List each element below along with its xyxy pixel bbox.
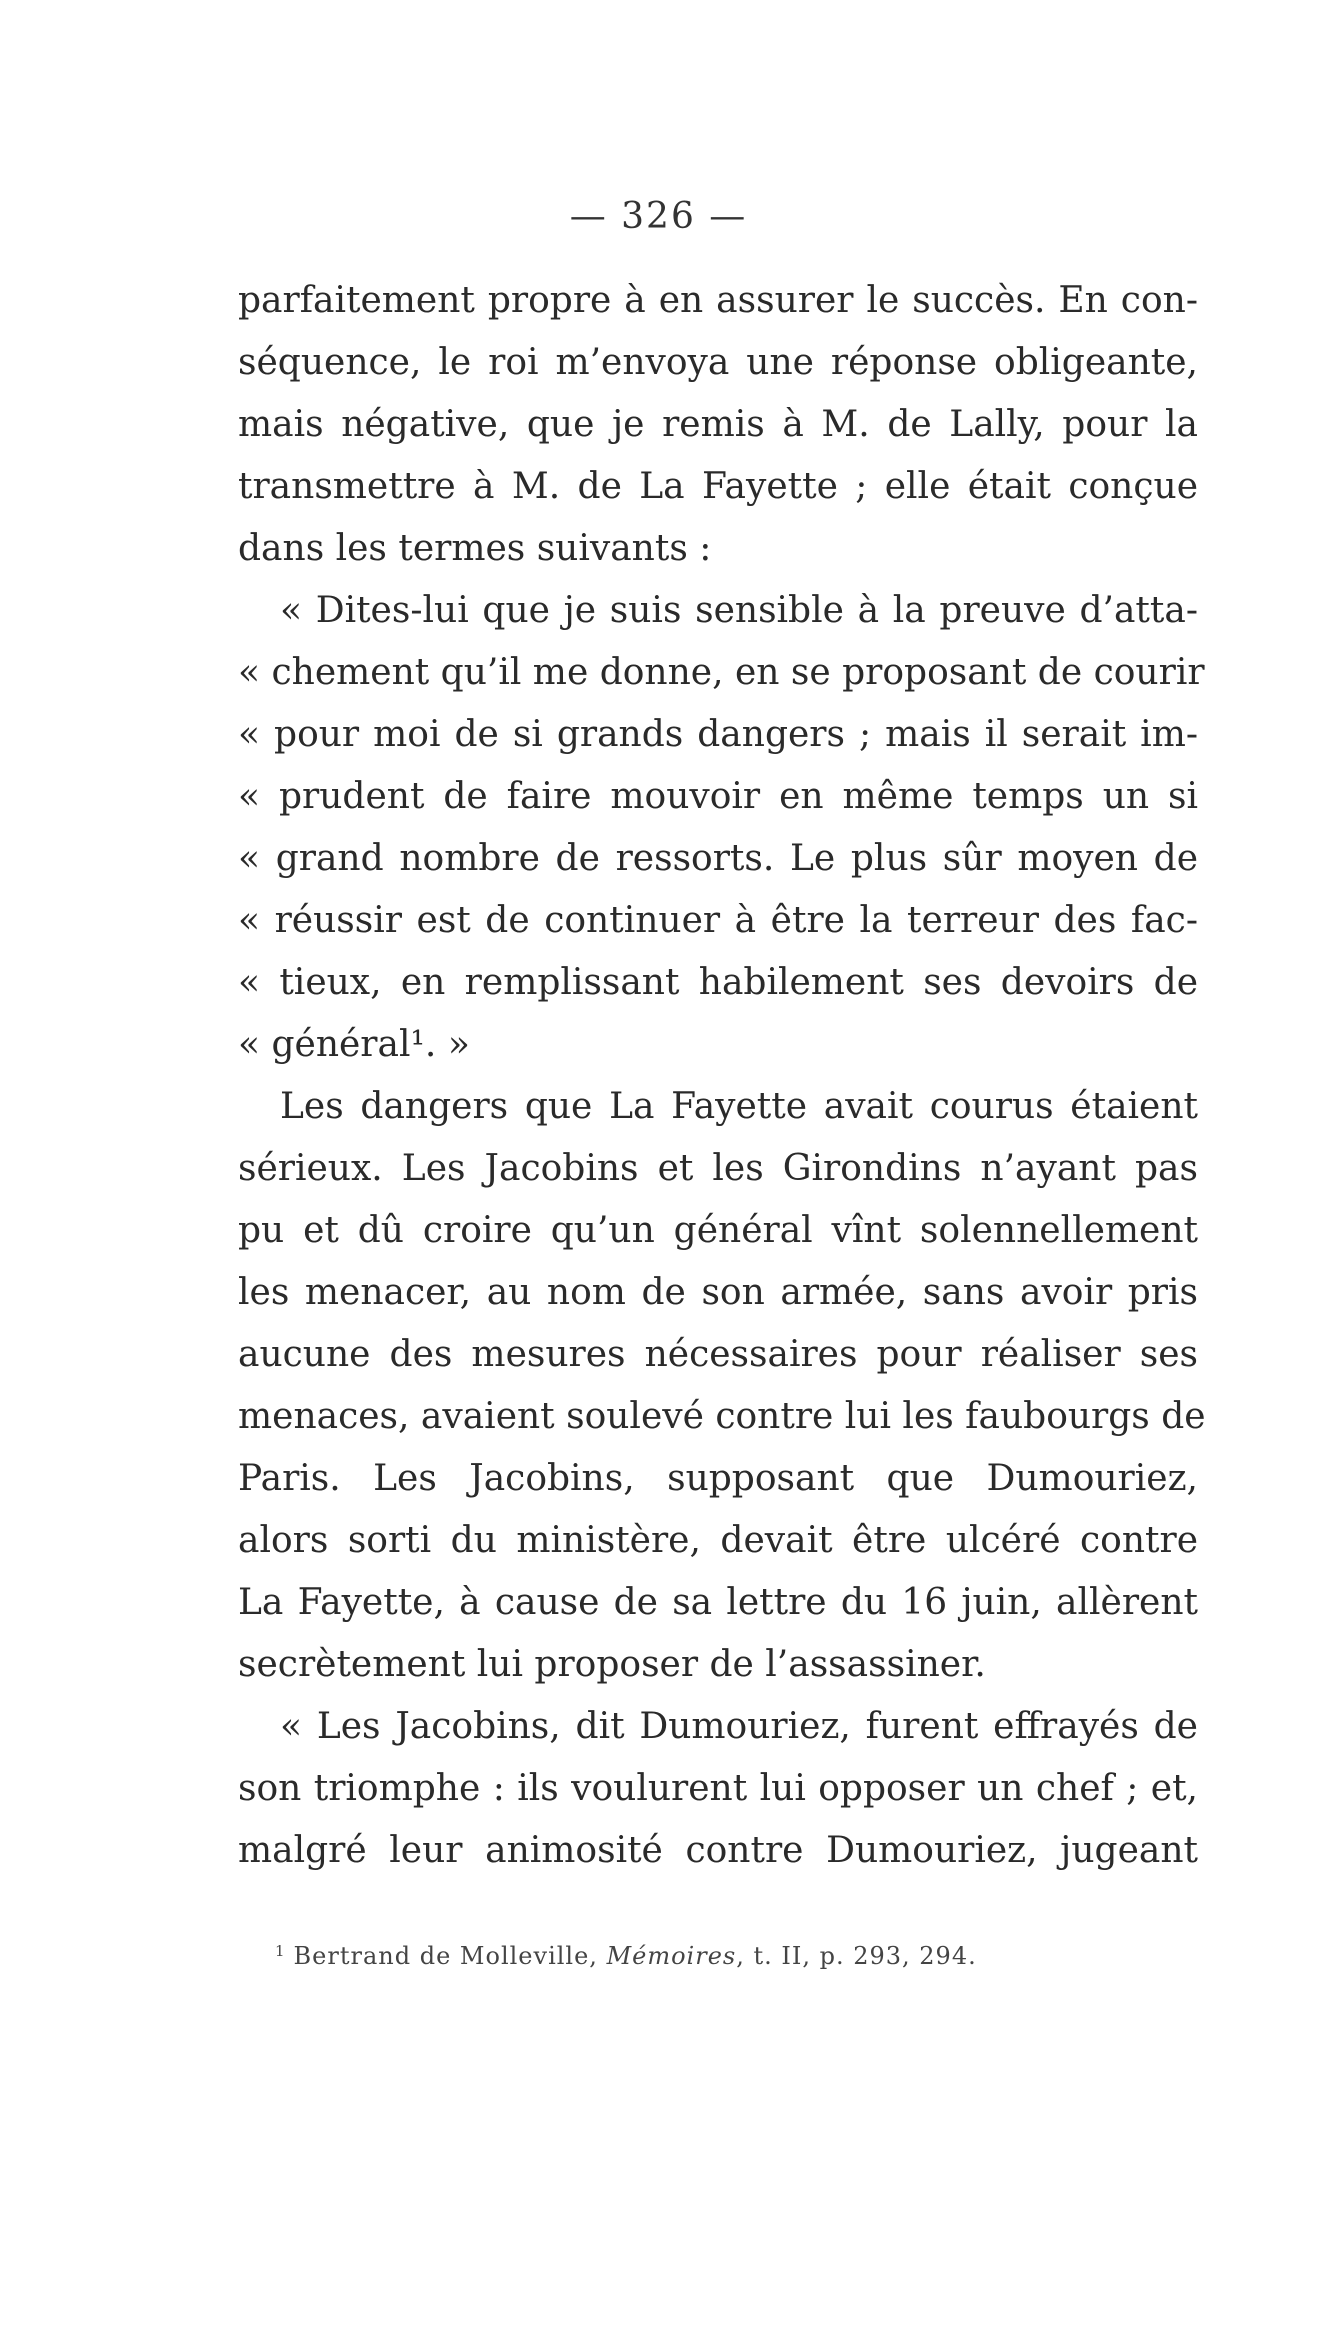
body-text — [238, 270, 1206, 1882]
footnote-work-title: Mémoires — [606, 1942, 737, 1970]
text-line: « prudent de faire mouvoir en même temps un si — [238, 776, 1198, 817]
text-line: secrètement lui proposer de l’assassiner. — [238, 1644, 986, 1685]
text-line: « tieux, en remplissant habilement ses devoirs de — [238, 962, 1198, 1003]
page-number: — 326 — — [569, 196, 748, 237]
text-line: malgré leur animosité contre Dumouriez, jugeant — [238, 1830, 1198, 1871]
text-line: aucune des mesures nécessaires pour réaliser ses — [238, 1334, 1198, 1375]
text-line: « grand nombre de ressorts. Le plus sûr moyen de — [238, 838, 1198, 879]
footnote-author: Bertrand de Molleville, — [293, 1942, 607, 1970]
footnote — [275, 1942, 1175, 1970]
text-line: « Les Jacobins, dit Dumouriez, furent effrayés de — [280, 1706, 1198, 1747]
text-line: son triomphe : ils voulurent lui opposer un chef ; et, — [238, 1768, 1198, 1809]
text-line: alors sorti du ministère, devait être ulcéré contre — [238, 1520, 1198, 1561]
text-line: mais négative, que je remis à M. de Lally, pour la — [238, 404, 1198, 445]
text-line: séquence, le roi m’envoya une réponse obligeante, — [238, 342, 1198, 383]
text-line: La Fayette, à cause de sa lettre du 16 juin, allèrent — [238, 1582, 1198, 1623]
text-line: « pour moi de si grands dangers ; mais il serait im- — [238, 714, 1198, 755]
text-line: menaces, avaient soulevé contre lui les faubourgs de — [238, 1396, 1206, 1437]
text-line: parfaitement propre à en assurer le succès. En con- — [238, 280, 1198, 321]
text-line: dans les termes suivants : — [238, 528, 712, 569]
text-line: pu et dû croire qu’un général vînt solennellement — [238, 1210, 1198, 1251]
text-line: « général¹. » — [238, 1024, 470, 1065]
text-line: « réussir est de continuer à être la terreur des fac- — [238, 900, 1198, 941]
text-line: sérieux. Les Jacobins et les Girondins n’ayant pas — [238, 1148, 1198, 1189]
text-line: transmettre à M. de La Fayette ; elle était conçue — [238, 466, 1198, 507]
text-line: Les dangers que La Fayette avait courus étaient — [280, 1086, 1198, 1127]
footnote-reference: , t. II, p. 293, 294. — [736, 1942, 977, 1970]
text-line: les menacer, au nom de son armée, sans avoir pris — [238, 1272, 1198, 1313]
text-line: Paris. Les Jacobins, supposant que Dumouriez, — [238, 1458, 1198, 1499]
text-line: « chement qu’il me donne, en se proposant de courir — [238, 652, 1205, 693]
footnote-mark: 1 — [275, 1942, 286, 1960]
text-line: « Dites-lui que je suis sensible à la preuve d’atta- — [280, 590, 1198, 631]
